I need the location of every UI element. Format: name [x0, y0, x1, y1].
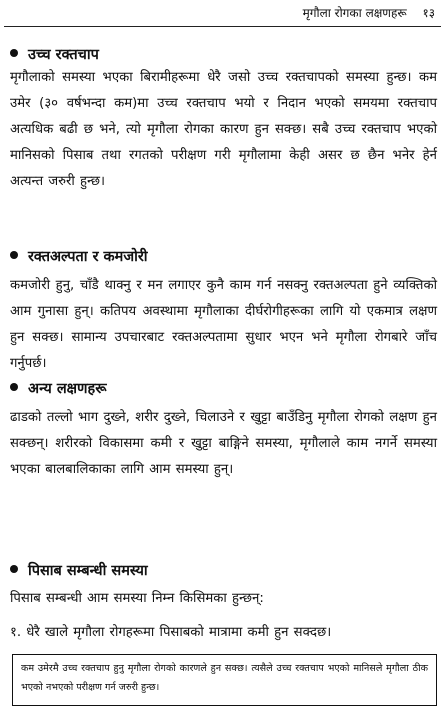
- section-heading-text: रक्तअल्पता र कमजोरी: [28, 249, 148, 265]
- list-item: १. धेरै खाले मृगौला रोगहरूमा पिसाबको मात्रामा कमी हुन सक्दछ।: [10, 625, 332, 640]
- section-heading-other-symptoms: [10, 378, 107, 398]
- section-paragraph-urine-problems: पिसाब सम्बन्धी आम समस्या निम्न किसिमका हुन्छन्:: [10, 591, 264, 606]
- page-number: १३: [422, 6, 435, 20]
- header-rule: [4, 26, 441, 27]
- running-title: मृगौला रोगका लक्षणहरू: [302, 6, 407, 20]
- section-heading-text: पिसाब सम्बन्धी समस्या: [28, 563, 148, 579]
- section-heading-high-blood-pressure: [10, 44, 99, 64]
- bullet-icon: [10, 565, 18, 573]
- section-heading-text: अन्य लक्षणहरू: [28, 381, 107, 397]
- bullet-icon: [10, 49, 18, 57]
- running-header: [303, 4, 435, 21]
- section-paragraph-high-blood-pressure: मृगौलाको समस्या भएका बिरामीहरूमा धेरै जसो उच्च रक्तचापको समस्या हुन्छ। कम उमेर (३० वर्षभन्दा कम)मा उच्च रक्तचाप भयो र निदान भएको समयमा रक्तचाप अत्यधिक बढी छ भने, त्यो मृगौला रोगका कारण हुन सक्छ। सबै उच्च रक्तचाप भएको मानिसको पिसाब तथा रगतको परीक्षण गरी मृगौलामा केही असर छ छैन भनेर हेर्न अत्यन्त जरुरी हुन्छ।: [10, 70, 437, 189]
- section-heading-text: उच्च रक्तचाप: [28, 47, 99, 63]
- note-box: कम उमेरमै उच्च रक्तचाप हुनु मृगौला रोगको कारणले हुन सक्छ। त्यसैले उच्च रक्तचाप भएको मानिसले मृगौला ठीक भएको नभएको परीक्षण गर्न जरुरी हुन्छ।: [12, 654, 437, 706]
- section-heading-anemia-weakness: [10, 246, 148, 266]
- bullet-icon: [10, 251, 18, 259]
- section-paragraph-anemia-weakness: कमजोरी हुनु, चाँडै थाक्नु र मन लगाएर कुनै काम गर्न नसक्नु रक्तअल्पता हुने व्यक्तिको आम गुनासा हुन्। कतिपय अवस्थामा मृगौलाका दीर्घरोगीहरूका लागि यो एकमात्र लक्षण हुन सक्छ। सामान्य उपचारबाट रक्तअल्पतामा सुधार भएन भने मृगौला रोगबारे जाँच गर्नुपर्छ।: [10, 278, 437, 371]
- bullet-icon: [10, 383, 18, 391]
- section-heading-urine-problems: [10, 560, 148, 580]
- section-paragraph-other-symptoms: ढाडको तल्लो भाग दुख्ने, शरीर दुख्ने, चिलाउने र खुट्टा बाउँडिनु मृगौला रोगको लक्षण हुन सक्छन्। शरीरको विकासमा कमी र खुट्टा बाङ्गिने समस्या, मृगौलाले काम नगर्ने समस्या भएका बालबालिकाका लागि आम समस्या हुन्।: [10, 410, 437, 477]
